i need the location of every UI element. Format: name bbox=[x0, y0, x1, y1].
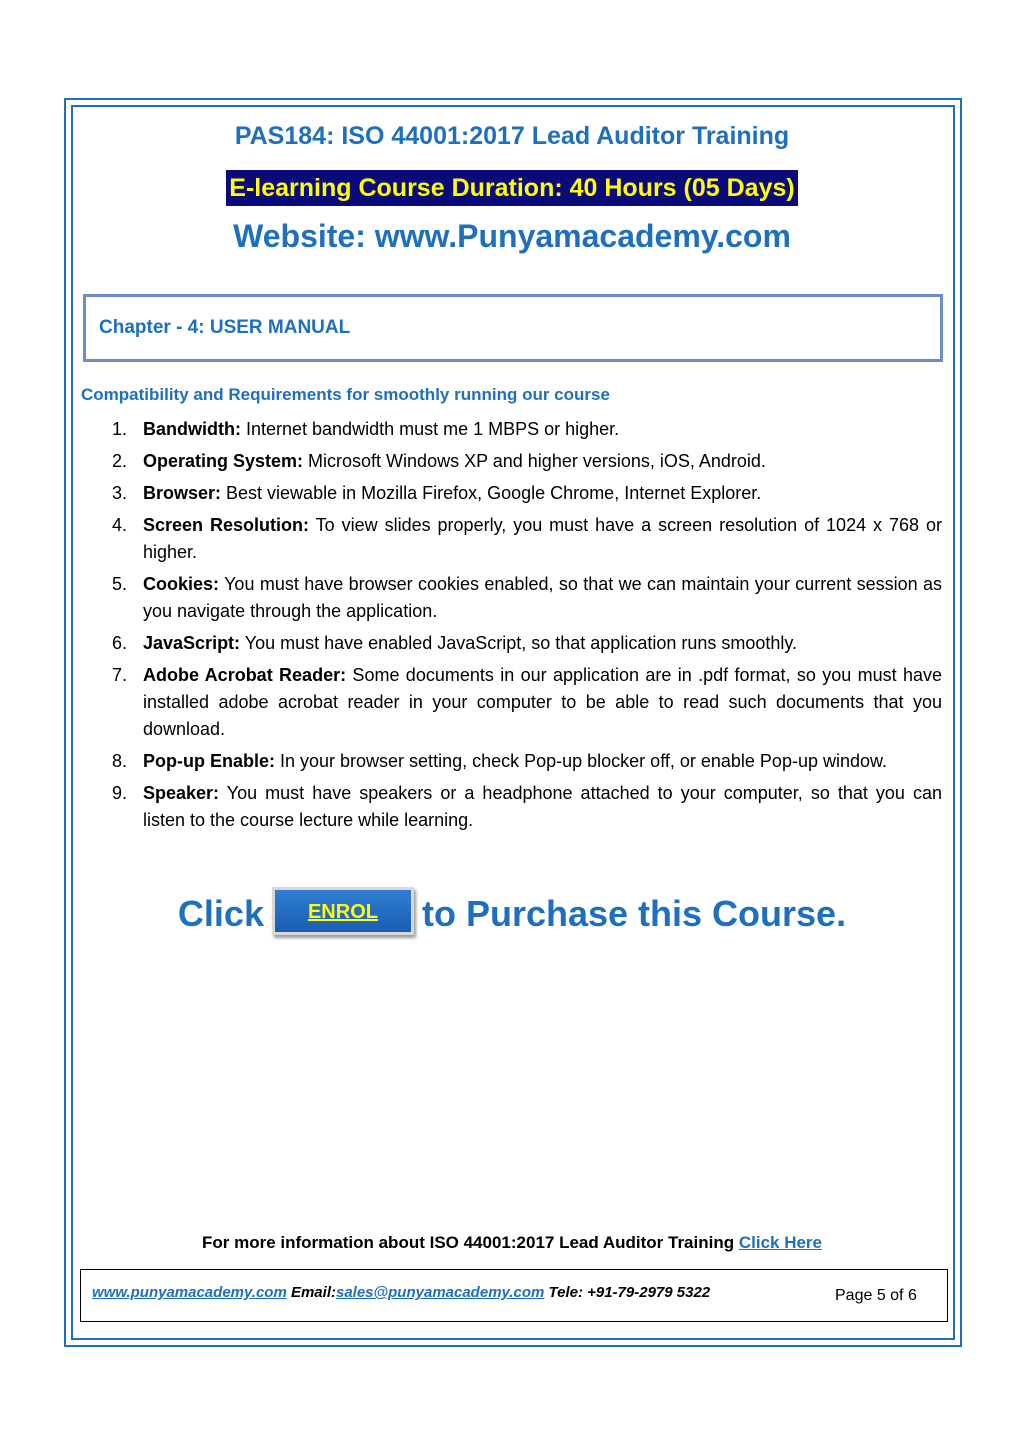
list-item bbox=[100, 748, 942, 775]
chapter-title: Chapter - 4: USER MANUAL bbox=[99, 317, 351, 338]
enrol-button[interactable] bbox=[272, 887, 414, 935]
item-number: 6. bbox=[112, 633, 128, 653]
item-label: Screen Resolution: bbox=[143, 515, 309, 535]
list-item bbox=[100, 571, 942, 625]
item-text: Best viewable in Mozilla Firefox, Google Chrome, Internet Explorer. bbox=[221, 483, 762, 503]
website-heading: Website: www.Punyamacademy.com bbox=[233, 218, 791, 254]
item-number: 7. bbox=[112, 665, 128, 685]
page-number: Page 5 of 6 bbox=[835, 1287, 917, 1304]
item-number: 8. bbox=[112, 751, 128, 771]
list-item bbox=[100, 448, 942, 475]
list-item bbox=[100, 630, 942, 657]
footer-phone: Tele: +91-79-2979 5322 bbox=[544, 1284, 711, 1301]
requirements-list bbox=[100, 416, 942, 839]
cta-suffix: to Purchase this Course. bbox=[421, 893, 847, 934]
item-text: Internet bandwidth must me 1 MBPS or higher. bbox=[240, 419, 620, 439]
item-label: JavaScript: bbox=[143, 633, 241, 653]
click-here-link[interactable]: Click Here bbox=[738, 1233, 823, 1252]
item-text: Microsoft Windows XP and higher versions, iOS, Android. bbox=[303, 451, 766, 471]
enrol-label[interactable]: ENROL bbox=[307, 901, 378, 924]
item-label: Speaker: bbox=[143, 783, 220, 803]
footer-email-link[interactable]: sales@punyamacademy.com bbox=[335, 1284, 545, 1301]
chapter-box bbox=[83, 294, 943, 362]
list-item bbox=[100, 416, 942, 443]
course-duration: E-learning Course Duration: 40 Hours (05 Days) bbox=[226, 170, 797, 206]
more-info-line bbox=[0, 1233, 1024, 1253]
more-info-text: For more information about ISO 44001:2017 Lead Auditor Training bbox=[201, 1233, 739, 1252]
cta-prefix: Click bbox=[177, 893, 264, 934]
list-item bbox=[100, 480, 942, 507]
section-heading: Compatibility and Requirements for smoothly running our course bbox=[81, 385, 610, 404]
list-item bbox=[100, 662, 942, 743]
footer-email-label: Email: bbox=[286, 1284, 336, 1301]
item-text: You must have browser cookies enabled, so that we can maintain your current session as you navigate through the application. bbox=[143, 574, 942, 621]
item-number: 9. bbox=[112, 783, 128, 803]
item-label: Cookies: bbox=[143, 574, 220, 594]
duration-banner bbox=[0, 170, 1024, 206]
item-number: 2. bbox=[112, 451, 128, 471]
item-number: 1. bbox=[112, 419, 128, 439]
footer-website-link[interactable]: www.punyamacademy.com bbox=[92, 1284, 287, 1301]
item-label: Operating System: bbox=[143, 451, 304, 471]
item-label: Pop-up Enable: bbox=[143, 751, 275, 771]
item-number: 3. bbox=[112, 483, 128, 503]
item-text: Some documents in our application are in .pdf format, so you must have installed adobe acrobat reader in your computer to be able to read such documents that you download. bbox=[143, 665, 942, 739]
list-item bbox=[100, 780, 942, 834]
item-text: In your browser setting, check Pop-up blocker off, or enable Pop-up window. bbox=[275, 751, 888, 771]
item-label: Bandwidth: bbox=[143, 419, 241, 439]
item-number: 5. bbox=[112, 574, 128, 594]
course-title: PAS184: ISO 44001:2017 Lead Auditor Training bbox=[234, 122, 790, 150]
item-text: You must have enabled JavaScript, so that application runs smoothly. bbox=[240, 633, 798, 653]
footer-contact bbox=[92, 1284, 710, 1301]
item-number: 4. bbox=[112, 515, 128, 535]
item-label: Adobe Acrobat Reader: bbox=[143, 665, 347, 685]
list-item bbox=[100, 512, 942, 566]
footer bbox=[80, 1269, 948, 1322]
item-label: Browser: bbox=[143, 483, 222, 503]
purchase-cta bbox=[0, 886, 1024, 942]
item-text: You must have speakers or a headphone attached to your computer, so that you can listen to the course lecture while learning. bbox=[143, 783, 942, 830]
item-text: To view slides properly, you must have a screen resolution of 1024 x 768 or higher. bbox=[143, 515, 942, 562]
